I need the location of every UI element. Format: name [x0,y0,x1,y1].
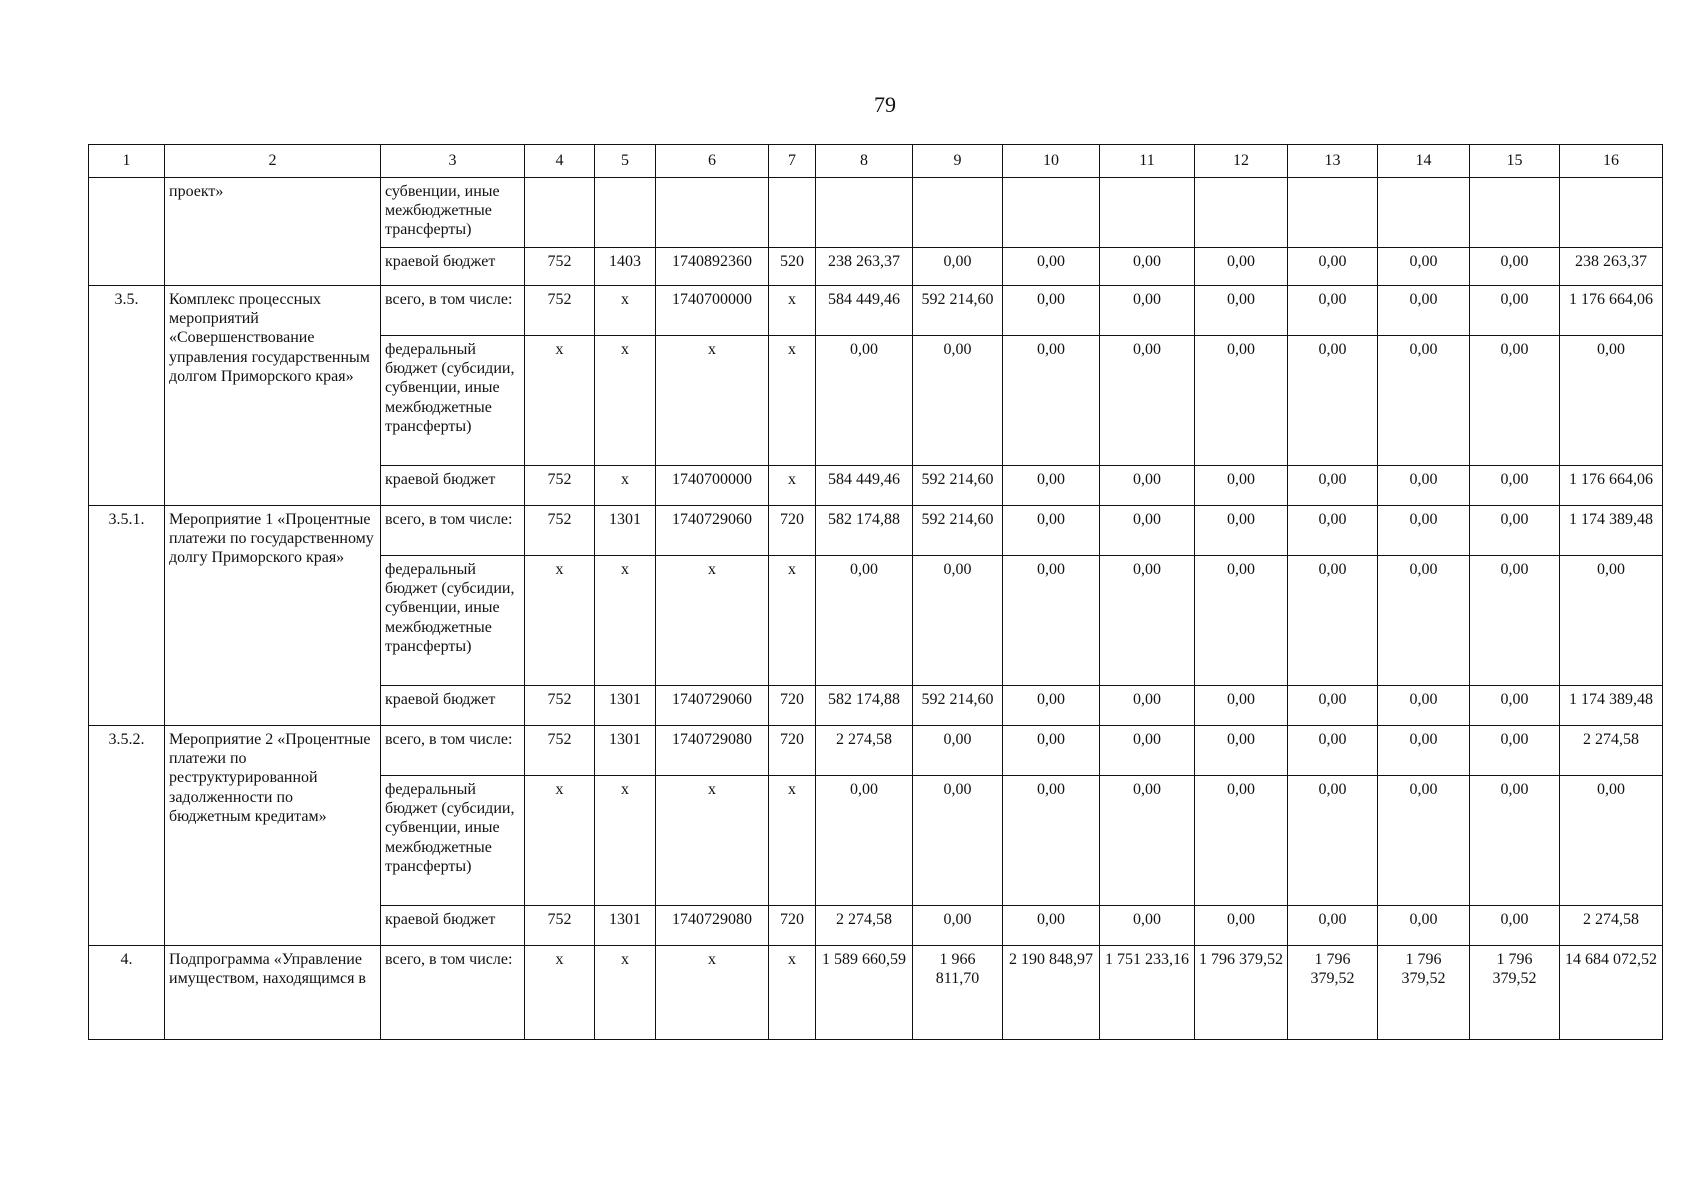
expense-type-code: 520 [769,248,816,286]
amount-cell [1560,178,1663,248]
amount-cell: 0,00 [1195,248,1288,286]
expense-type-code: 720 [769,506,816,556]
amount-cell: 0,00 [1003,286,1100,336]
table-row [89,178,1663,248]
amount-cell: 0,00 [1003,776,1100,906]
expense-type-code: х [769,556,816,686]
expense-type-code: х [769,776,816,906]
amount-cell: 0,00 [1470,686,1560,726]
amount-cell: 2 190 848,97 [1003,946,1100,1040]
amount-cell: 0,00 [1288,466,1378,506]
amount-cell: 592 214,60 [913,506,1003,556]
amount-cell: 0,00 [913,726,1003,776]
amount-cell: 592 214,60 [913,286,1003,336]
amount-cell: 0,00 [1288,726,1378,776]
amount-cell: 2 274,58 [1560,906,1663,946]
expense-type-code: х [769,336,816,466]
column-number: 10 [1003,145,1100,178]
amount-cell: 0,00 [1288,336,1378,466]
section-code: 1301 [595,686,656,726]
column-number: 14 [1378,145,1470,178]
amount-cell [1195,178,1288,248]
funding-source: краевой бюджет [381,466,525,506]
amount-cell: 0,00 [1378,506,1470,556]
amount-cell: 2 274,58 [816,906,913,946]
section-code: х [595,466,656,506]
section-code: х [595,286,656,336]
amount-cell: 0,00 [1003,726,1100,776]
expense-type-code: х [769,286,816,336]
amount-cell: 0,00 [816,776,913,906]
item-name: Мероприятие 2 «Процентные платежи по реструктурированной задолженности по бюджетным кредитам» [165,726,381,946]
item-name: проект» [165,178,381,286]
item-name: Мероприятие 1 «Процентные платежи по государственному долгу Приморского края» [165,506,381,726]
amount-cell: 0,00 [1470,726,1560,776]
amount-cell: 0,00 [913,776,1003,906]
target-article-code: 1740729080 [656,906,769,946]
amount-cell: 0,00 [1003,506,1100,556]
expense-type-code: 720 [769,906,816,946]
amount-cell: 0,00 [1100,556,1195,686]
expense-type-code: 720 [769,686,816,726]
funding-source: всего, в том числе: [381,506,525,556]
column-number: 8 [816,145,913,178]
amount-cell: 0,00 [1195,776,1288,906]
section-code: 1301 [595,506,656,556]
column-number: 9 [913,145,1003,178]
amount-cell: 0,00 [1288,556,1378,686]
amount-cell: 0,00 [1100,466,1195,506]
header-row [89,145,1663,178]
column-number: 12 [1195,145,1288,178]
funding-source: краевой бюджет [381,686,525,726]
amount-cell: 0,00 [1003,686,1100,726]
target-article-code: 1740729060 [656,686,769,726]
column-number: 3 [381,145,525,178]
column-number: 1 [89,145,165,178]
amount-cell: 0,00 [1378,776,1470,906]
amount-cell [1003,178,1100,248]
item-name: Комплекс процессных мероприятий «Совершенствование управления государственным долгом Приморского края» [165,286,381,506]
amount-cell: 592 214,60 [913,686,1003,726]
amount-cell: 0,00 [1195,336,1288,466]
column-number: 16 [1560,145,1663,178]
amount-cell: 584 449,46 [816,286,913,336]
amount-cell: 0,00 [913,556,1003,686]
ministry-code [525,178,595,248]
column-number: 13 [1288,145,1378,178]
item-name: Подпрограмма «Управление имуществом, находящимся в [165,946,381,1040]
amount-cell: 1 174 389,48 [1560,506,1663,556]
amount-cell: 0,00 [1003,906,1100,946]
amount-cell: 0,00 [1470,506,1560,556]
amount-cell: 0,00 [1100,248,1195,286]
budget-table [88,144,1663,1040]
amount-cell: 1 751 233,16 [1100,946,1195,1040]
amount-cell [816,178,913,248]
funding-source: федеральный бюджет (субсидии, субвенции, иные межбюджетные трансферты) [381,556,525,686]
funding-source: федеральный бюджет (субсидии, субвенции, иные межбюджетные трансферты) [381,336,525,466]
amount-cell: 0,00 [1100,286,1195,336]
target-article-code: 1740700000 [656,466,769,506]
amount-cell: 0,00 [1560,336,1663,466]
amount-cell: 0,00 [1378,906,1470,946]
section-code: 1301 [595,726,656,776]
amount-cell [1470,178,1560,248]
amount-cell: 1 589 660,59 [816,946,913,1040]
amount-cell: 0,00 [1378,556,1470,686]
amount-cell: 0,00 [913,248,1003,286]
amount-cell: 0,00 [1560,556,1663,686]
amount-cell: 0,00 [1100,906,1195,946]
target-article-code: х [656,336,769,466]
funding-source: краевой бюджет [381,248,525,286]
section-code: х [595,776,656,906]
ministry-code: 752 [525,248,595,286]
amount-cell: 0,00 [1100,506,1195,556]
amount-cell: 0,00 [1470,248,1560,286]
amount-cell: 0,00 [1288,286,1378,336]
amount-cell [1288,178,1378,248]
table-row [89,946,1663,1040]
amount-cell: 0,00 [913,906,1003,946]
table-row [89,726,1663,776]
item-number [89,178,165,286]
target-article-code [656,178,769,248]
amount-cell: 1 966 811,70 [913,946,1003,1040]
amount-cell: 0,00 [1195,286,1288,336]
amount-cell: 0,00 [1288,776,1378,906]
ministry-code: 752 [525,906,595,946]
amount-cell: 2 274,58 [816,726,913,776]
amount-cell: 0,00 [1003,556,1100,686]
amount-cell: 0,00 [1003,336,1100,466]
funding-source: всего, в том числе: [381,286,525,336]
amount-cell: 0,00 [1100,776,1195,906]
amount-cell: 0,00 [1378,248,1470,286]
amount-cell: 0,00 [1560,776,1663,906]
funding-source: всего, в том числе: [381,726,525,776]
amount-cell: 0,00 [1195,686,1288,726]
amount-cell: 0,00 [1195,726,1288,776]
target-article-code: 1740700000 [656,286,769,336]
funding-source: федеральный бюджет (субсидии, субвенции, иные межбюджетные трансферты) [381,776,525,906]
amount-cell: 582 174,88 [816,686,913,726]
amount-cell: 0,00 [1100,336,1195,466]
column-number: 7 [769,145,816,178]
amount-cell: 1 176 664,06 [1560,466,1663,506]
ministry-code: х [525,776,595,906]
section-code: х [595,556,656,686]
amount-cell [1378,178,1470,248]
amount-cell: 1 796 379,52 [1288,946,1378,1040]
amount-cell: 0,00 [1470,466,1560,506]
ministry-code: 752 [525,466,595,506]
funding-source: всего, в том числе: [381,946,525,1040]
ministry-code: 752 [525,506,595,556]
ministry-code: 752 [525,726,595,776]
amount-cell: 0,00 [1288,686,1378,726]
column-number: 5 [595,145,656,178]
amount-cell: 0,00 [1195,506,1288,556]
target-article-code: 1740892360 [656,248,769,286]
item-number: 3.5.1. [89,506,165,726]
expense-type-code: х [769,946,816,1040]
section-code: х [595,336,656,466]
amount-cell: 0,00 [913,336,1003,466]
amount-cell: 0,00 [1100,726,1195,776]
amount-cell: 0,00 [1288,906,1378,946]
funding-source: субвенции, иные межбюджетные трансферты) [381,178,525,248]
amount-cell: 584 449,46 [816,466,913,506]
amount-cell: 1 796 379,52 [1378,946,1470,1040]
amount-cell: 0,00 [1100,686,1195,726]
section-code: 1403 [595,248,656,286]
amount-cell: 238 263,37 [816,248,913,286]
expense-type-code: 720 [769,726,816,776]
amount-cell: 238 263,37 [1560,248,1663,286]
amount-cell [1100,178,1195,248]
amount-cell: 1 174 389,48 [1560,686,1663,726]
amount-cell: 0,00 [1378,286,1470,336]
item-number: 3.5. [89,286,165,506]
column-number: 2 [165,145,381,178]
ministry-code: х [525,556,595,686]
expense-type-code [769,178,816,248]
column-number: 4 [525,145,595,178]
amount-cell: 0,00 [1378,726,1470,776]
amount-cell: 1 796 379,52 [1195,946,1288,1040]
amount-cell: 0,00 [1470,336,1560,466]
amount-cell: 0,00 [1470,556,1560,686]
section-code: х [595,946,656,1040]
ministry-code: 752 [525,686,595,726]
table-row [89,506,1663,556]
amount-cell: 0,00 [1470,906,1560,946]
target-article-code: х [656,946,769,1040]
expense-type-code: х [769,466,816,506]
amount-cell: 1 176 664,06 [1560,286,1663,336]
amount-cell: 0,00 [816,556,913,686]
column-number: 15 [1470,145,1560,178]
target-article-code: 1740729080 [656,726,769,776]
item-number: 4. [89,946,165,1040]
amount-cell: 0,00 [1288,506,1378,556]
amount-cell: 0,00 [1003,248,1100,286]
target-article-code: х [656,556,769,686]
ministry-code: х [525,946,595,1040]
funding-source: краевой бюджет [381,906,525,946]
amount-cell: 0,00 [1195,556,1288,686]
section-code: 1301 [595,906,656,946]
target-article-code: х [656,776,769,906]
column-number: 6 [656,145,769,178]
amount-cell: 0,00 [1003,466,1100,506]
amount-cell: 592 214,60 [913,466,1003,506]
item-number: 3.5.2. [89,726,165,946]
amount-cell: 0,00 [816,336,913,466]
amount-cell: 0,00 [1195,906,1288,946]
amount-cell: 0,00 [1470,286,1560,336]
amount-cell: 582 174,88 [816,506,913,556]
amount-cell: 0,00 [1378,686,1470,726]
column-number: 11 [1100,145,1195,178]
amount-cell: 0,00 [1378,336,1470,466]
section-code [595,178,656,248]
amount-cell: 0,00 [1378,466,1470,506]
amount-cell: 0,00 [1288,248,1378,286]
ministry-code: 752 [525,286,595,336]
table-row [89,286,1663,336]
amount-cell: 14 684 072,52 [1560,946,1663,1040]
page-number: 79 [874,92,896,117]
amount-cell: 0,00 [1470,776,1560,906]
amount-cell: 1 796 379,52 [1470,946,1560,1040]
ministry-code: х [525,336,595,466]
target-article-code: 1740729060 [656,506,769,556]
amount-cell [913,178,1003,248]
amount-cell: 0,00 [1195,466,1288,506]
amount-cell: 2 274,58 [1560,726,1663,776]
